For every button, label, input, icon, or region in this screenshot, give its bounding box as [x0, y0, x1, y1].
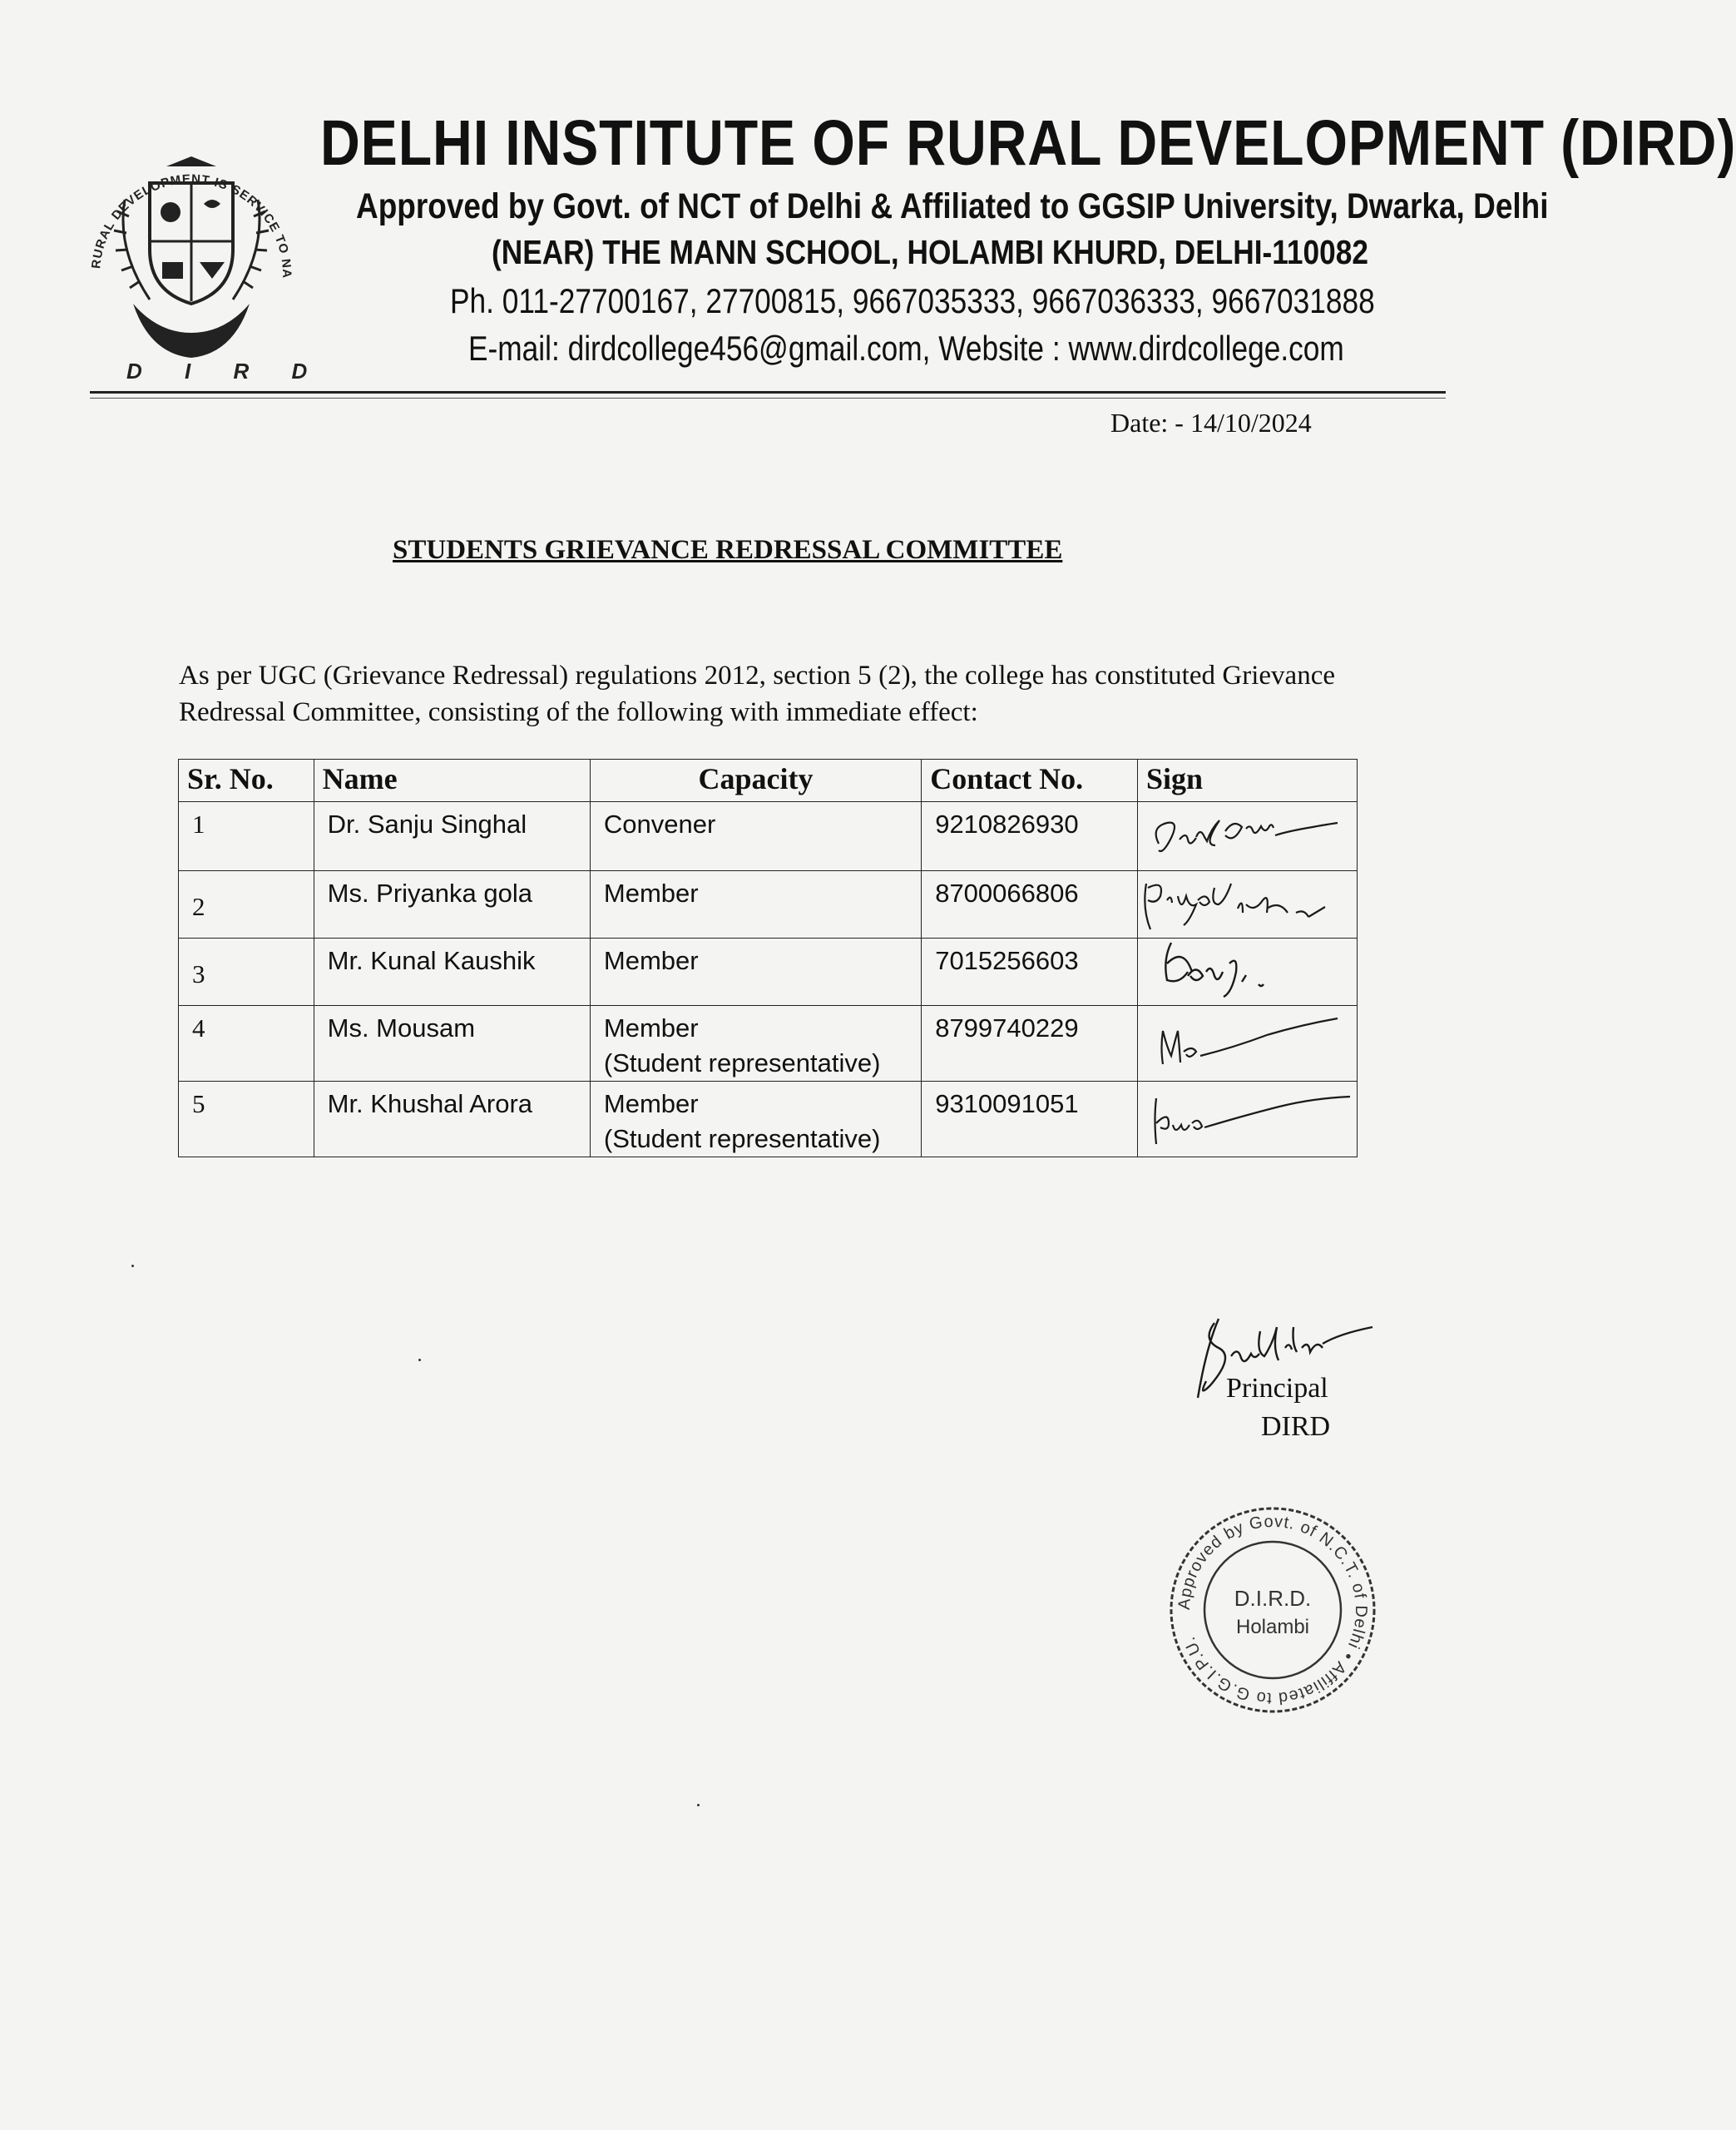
institute-logo [67, 125, 316, 383]
logo-ring-text: RURAL DEVELOPMENT IS SERVICE TO NA [89, 171, 294, 279]
principal-title: Principal [1226, 1373, 1328, 1404]
cell-contact: 9210826930 [922, 802, 1138, 871]
committee-table [178, 759, 1358, 1157]
cell-sr-no: 4 [179, 1006, 314, 1082]
logo-initials: D I R D [126, 359, 316, 383]
cell-sr-no: 3 [179, 939, 314, 1006]
svg-text:RURAL DEVELOPMENT IS SERVICE T [67, 125, 294, 278]
handwritten-signature [1138, 871, 1357, 938]
handwritten-signature [1138, 939, 1357, 1005]
header-sr-no: Sr. No. [179, 760, 314, 802]
cell-contact: 9310091051 [922, 1082, 1138, 1157]
table-row [179, 871, 1358, 939]
cell-name: Mr. Khushal Arora [314, 1082, 590, 1157]
header-sign: Sign [1137, 760, 1357, 802]
cell-capacity [590, 871, 921, 939]
cell-name: Ms. Priyanka gola [314, 871, 590, 939]
cell-signature [1137, 871, 1357, 939]
header-name: Name [314, 760, 590, 802]
capacity-role: Member [603, 946, 699, 975]
cell-sr-no: 2 [179, 871, 314, 939]
cell-capacity [590, 802, 921, 871]
scan-speck [131, 1265, 134, 1267]
cell-signature [1137, 1082, 1357, 1157]
cell-signature [1137, 939, 1357, 1006]
document-date: Date: - 14/10/2024 [1110, 408, 1312, 438]
cell-capacity [590, 939, 921, 1006]
cell-contact: 7015256603 [922, 939, 1138, 1006]
cell-sr-no: 1 [179, 802, 314, 871]
table-header-row [179, 760, 1358, 802]
document-heading: STUDENTS GRIEVANCE REDRESSAL COMMITTEE [393, 535, 1063, 565]
handwritten-signature [1138, 1006, 1357, 1077]
scan-speck [418, 1359, 421, 1361]
handwritten-signature [1138, 1082, 1357, 1153]
capacity-role: Member [603, 879, 699, 908]
cell-contact: 8700066806 [922, 871, 1138, 939]
institute-name: DELHI INSTITUTE OF RURAL DEVELOPMENT (DIRD) [320, 107, 1736, 179]
institution-stamp [1165, 1502, 1381, 1718]
cell-signature [1137, 1006, 1357, 1082]
principal-signature [1181, 1306, 1406, 1423]
intro-paragraph: As per UGC (Grievance Redressal) regulations 2012, section 5 (2), the college has constituted Grievance Redressal Committee, consisting of the following with immediate effect: [179, 661, 1335, 727]
cell-capacity [590, 1082, 921, 1157]
cell-name: Ms. Mousam [314, 1006, 590, 1082]
table-row [179, 1082, 1358, 1157]
stamp-center-line2: Holambi [1235, 1616, 1310, 1638]
principal-organization: DIRD [1261, 1411, 1331, 1442]
cell-name: Dr. Sanju Singhal [314, 802, 590, 871]
address-line: (NEAR) THE MANN SCHOOL, HOLAMBI KHURD, DELHI-110082 [492, 233, 1368, 271]
stamp-ring-text: Approved by Govt. of N.C.T. of Delhi • Affiliated to G.G.I.P.U. [1175, 1512, 1371, 1708]
stamp-center-line1: D.I.R.D. [1234, 1586, 1312, 1611]
capacity-role: Member [603, 1013, 699, 1043]
table-row [179, 939, 1358, 1006]
capacity-role: Member [603, 1089, 699, 1118]
phone-line: Ph. 011-27700167, 27700815, 9667035333, 9667036333, 9667031888 [450, 281, 1375, 320]
scan-speck [697, 1804, 700, 1806]
header-contact: Contact No. [922, 760, 1138, 802]
table-row [179, 1006, 1358, 1082]
handwritten-signature [1138, 802, 1357, 870]
cell-capacity [590, 1006, 921, 1082]
cell-signature [1137, 802, 1357, 871]
email-website-line: E-mail: dirdcollege456@gmail.com, Website : www.dirdcollege.com [468, 329, 1344, 368]
approval-line: Approved by Govt. of NCT of Delhi & Affiliated to GGSIP University, Dwarka, Delhi [356, 186, 1549, 226]
letterhead-divider-thin [90, 398, 1446, 399]
table-row [179, 802, 1358, 871]
cell-sr-no: 5 [179, 1082, 314, 1157]
cell-contact: 8799740229 [922, 1006, 1138, 1082]
cell-name: Mr. Kunal Kaushik [314, 939, 590, 1006]
capacity-role: Convener [603, 810, 716, 839]
letterhead-divider [90, 391, 1446, 394]
capacity-note: (Student representative) [603, 1124, 881, 1153]
capacity-note: (Student representative) [603, 1048, 881, 1077]
header-capacity: Capacity [590, 760, 921, 802]
